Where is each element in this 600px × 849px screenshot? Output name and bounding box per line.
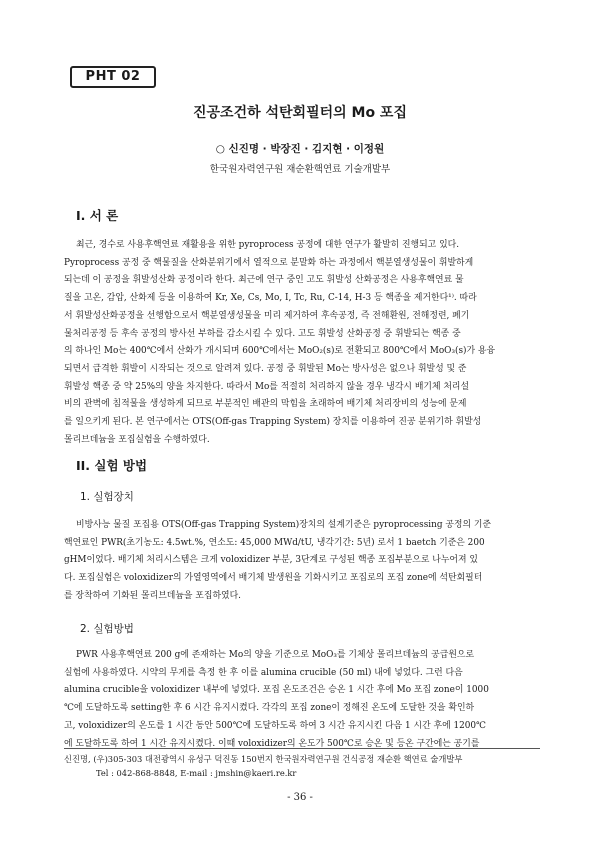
text-line: 질을 고온, 감압, 산화제 등을 이용하여 Kr, Xe, Cs, Mo, I, Tc, Ru, C-14, H-3 등 핵종을 제거한다¹⁾. 따라 <box>64 293 477 304</box>
author-list: ○ 신진명 · 박장진 · 김지현 · 이정원 <box>215 143 385 155</box>
text-line: 최근, 경수로 사용후핵연료 재활용을 위한 pyroprocess 공정에 대한 연구가 활발히 진행되고 있다. <box>76 240 460 250</box>
paper-title: 진공조건하 석탄회필터의 Mo 포집 <box>193 105 407 121</box>
text-line: 핵연료인 PWR(초기농도: 4.5wt.%, 연소도: 45,000 MWd/tU, 냉각기간: 5년) 로서 1 baetch 기준은 200 <box>64 537 485 548</box>
method-paragraph <box>64 647 540 753</box>
text-line: 다. 포집실험은 voloxidizer의 가열영역에서 배기체 발생원을 기화시키고 포집로의 포집 zone에 석탄회필터 <box>64 573 483 584</box>
text-line: 몰리브데늄을 포집실험을 수행하였다. <box>64 434 210 445</box>
section-heading-experiment: II. 실험 방법 <box>76 458 148 473</box>
footnote-contact: Tel : 042-868-8848, E-mail : jmshin@kaeri.re.kr <box>96 768 297 778</box>
text-line: 되는데 이 공정을 휘발성산화 공정이라 한다. 최근에 연구 중인 고도 휘발성 산화공정은 사용후핵연료 물 <box>64 275 464 286</box>
text-line: ℃에 도달하도록 setting한 후 6 시간 유지시켰다. 각각의 포집 zone이 정해진 온도에 도달한 것을 확인하 <box>64 703 475 714</box>
text-line: 되면서 급격한 휘발이 시작되는 것으로 알려져 있다. 공정 중 휘발된 Mo는 방사성은 없으나 휘발성 및 준 <box>64 363 467 374</box>
text-line: alumina crucible을 voloxidizer 내부에 넣었다. 포집 온도조건은 승온 1 시간 후에 Mo 포집 zone이 1000 <box>64 685 489 696</box>
text-line: 의 하나인 Mo는 400℃에서 산화가 개시되며 600℃에서는 MoO₂(s)로 전환되고 800℃에서 MoO₃(s)가 용융 <box>64 346 496 357</box>
apparatus-paragraph <box>64 517 540 606</box>
text-line: 비의 관벽에 침적물을 생성하게 되므로 부분적인 배관의 막힘을 초래하여 배기체 처리장비의 성능에 문제 <box>64 399 467 410</box>
subsection-heading-apparatus: 1. 실험장치 <box>80 491 134 503</box>
text-line: gHM이었다. 배기체 처리시스템은 크게 voloxidizer 부분, 3단계로 구성된 핵종 포집부분으로 나누어져 있 <box>64 555 478 566</box>
intro-paragraph <box>64 237 540 449</box>
text-line: 서 휘발성산화공정을 선행함으로서 핵분열생성물을 미리 제거하여 후속공정, 즉 전해환원, 전해정련, 폐기 <box>64 310 470 321</box>
section-heading-introduction: I. 서 론 <box>76 208 119 223</box>
text-line: 휘발성 핵종 중 약 25%의 양을 차지한다. 따라서 Mo를 적절히 처리하지 않을 경우 냉각시 배기체 처리설 <box>64 381 470 392</box>
text-line: PWR 사용후핵연료 200 g에 존재하는 Mo의 양을 기준으로 MoO₃를 기체상 몰리브데늄의 공급원으로 <box>76 650 475 660</box>
text-line: 를 일으키게 된다. 본 연구에서는 OTS(Off-gas Trapping System) 장치를 이용하여 진공 분위기하 휘발성 <box>64 417 482 428</box>
text-line: 를 장착하여 기화된 몰리브데늄을 포집하였다. <box>64 590 241 601</box>
footnote-address: 신진명, (우)305-303 대전광역시 유성구 덕진동 150번지 한국원자력연구원 건식공정 재순환 핵연료 술개발부 <box>64 754 463 764</box>
footnote-divider <box>64 748 540 749</box>
affiliation: 한국원자력연구원 재순환핵연료 기술개발부 <box>209 164 391 175</box>
text-line: 물처리공정 등 후속 공정의 방사선 부하를 감소시킬 수 있다. 고도 휘발성 산화공정 중 휘발되는 핵종 중 <box>64 328 461 339</box>
text-line: 실험에 사용하였다. 시약의 무게를 측정 한 후 이를 alumina crucible (50 ml) 내에 넣었다. 그런 다음 <box>64 667 463 678</box>
text-line: 고, voloxidizer의 온도를 1 시간 동안 500℃에 도달하도록 하여 3 시간 유지시킨 다음 1 시간 후에 1200℃ <box>64 720 486 731</box>
text-line: 비방사능 물질 포집용 OTS(Off-gas Trapping System)장치의 설계기준은 pyroprocessing 공정의 기준 <box>76 520 492 530</box>
subsection-heading-method: 2. 실험방법 <box>80 623 134 635</box>
text-line: Pyroprocess 공정 중 핵물질을 산화분위기에서 열적으로 분말화 하는 과정에서 핵분열생성물이 휘발하게 <box>64 257 474 268</box>
page-number: - 36 - <box>287 792 313 803</box>
paper-code-badge: PHT 02 <box>70 66 156 88</box>
text-line: 에 도달하도록 하여 1 시간 유지시켰다. 이때 voloxidizer의 온도가 500℃로 승온 및 등온 구간에는 공기를 <box>64 738 480 749</box>
